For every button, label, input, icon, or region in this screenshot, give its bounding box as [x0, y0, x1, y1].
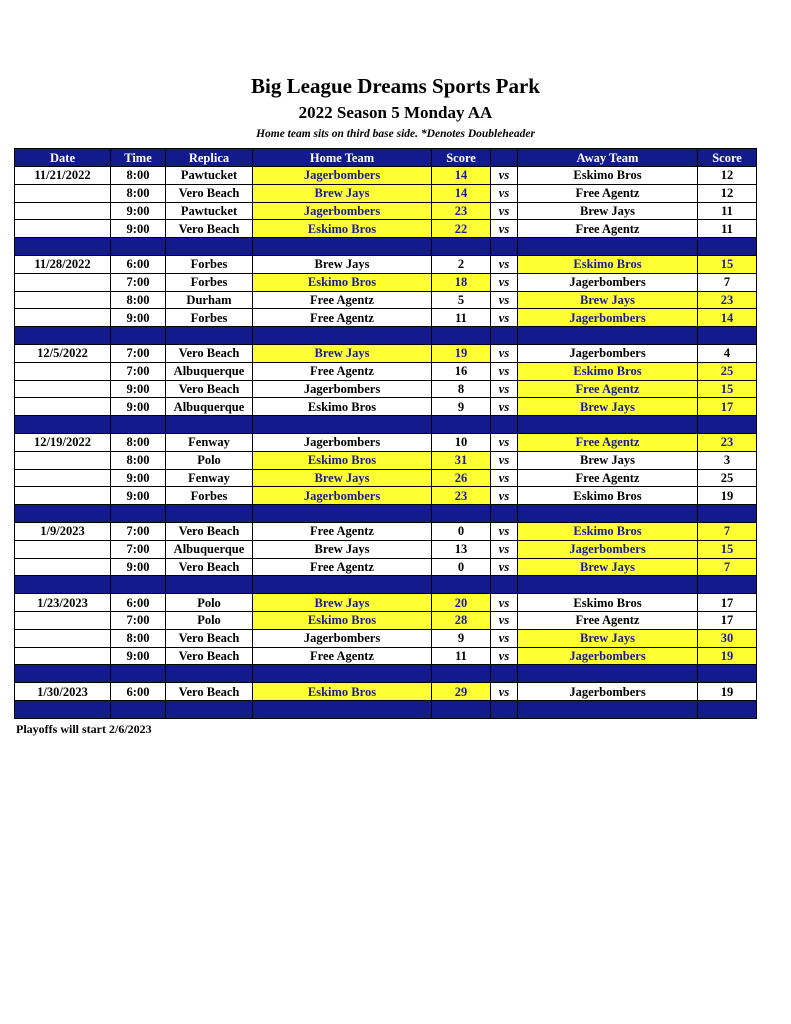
game-row	[15, 540, 757, 558]
home-score: 13	[432, 540, 491, 558]
away-team: Eskimo Bros	[518, 167, 698, 185]
home-score: 9	[432, 398, 491, 416]
game-date	[15, 291, 111, 309]
vs-label: vs	[491, 273, 518, 291]
away-score: 25	[698, 469, 757, 487]
separator-cell	[111, 700, 166, 718]
game-replica: Forbes	[166, 273, 253, 291]
away-team: Brew Jays	[518, 629, 698, 647]
separator-cell	[518, 327, 698, 345]
game-row	[15, 594, 757, 612]
vs-label: vs	[491, 184, 518, 202]
game-time: 7:00	[111, 273, 166, 291]
home-team: Brew Jays	[253, 594, 432, 612]
home-team: Jagerbombers	[253, 433, 432, 451]
away-score: 12	[698, 184, 757, 202]
game-time: 8:00	[111, 451, 166, 469]
home-team: Free Agentz	[253, 291, 432, 309]
home-team-note: Home team sits on third base side. *Denotes Doubleheader	[256, 128, 535, 140]
block-separator	[15, 505, 757, 523]
game-date: 1/9/2023	[15, 522, 111, 540]
vs-label: vs	[491, 647, 518, 665]
separator-cell	[166, 700, 253, 718]
away-score: 17	[698, 611, 757, 629]
away-score: 4	[698, 344, 757, 362]
game-row	[15, 683, 757, 701]
game-date	[15, 202, 111, 220]
game-replica: Fenway	[166, 433, 253, 451]
away-score: 11	[698, 220, 757, 238]
separator-cell	[432, 416, 491, 434]
away-team: Brew Jays	[518, 398, 698, 416]
home-team: Free Agentz	[253, 522, 432, 540]
block-separator	[15, 238, 757, 256]
separator-cell	[111, 238, 166, 256]
away-team: Free Agentz	[518, 184, 698, 202]
game-date	[15, 380, 111, 398]
separator-cell	[15, 238, 111, 256]
separator-cell	[518, 700, 698, 718]
home-score: 2	[432, 255, 491, 273]
col-time: Time	[111, 149, 166, 167]
away-team: Jagerbombers	[518, 647, 698, 665]
home-team: Eskimo Bros	[253, 683, 432, 701]
game-row	[15, 469, 757, 487]
separator-cell	[698, 416, 757, 434]
separator-cell	[432, 238, 491, 256]
vs-label: vs	[491, 611, 518, 629]
separator-cell	[253, 238, 432, 256]
separator-cell	[491, 576, 518, 594]
block-separator	[15, 576, 757, 594]
game-row	[15, 255, 757, 273]
col-away-team: Away Team	[518, 149, 698, 167]
game-time: 8:00	[111, 184, 166, 202]
game-row	[15, 433, 757, 451]
separator-cell	[432, 327, 491, 345]
separator-cell	[111, 505, 166, 523]
home-score: 5	[432, 291, 491, 309]
home-team: Jagerbombers	[253, 487, 432, 505]
vs-label: vs	[491, 629, 518, 647]
game-row	[15, 629, 757, 647]
separator-cell	[111, 416, 166, 434]
separator-cell	[166, 576, 253, 594]
separator-cell	[253, 327, 432, 345]
game-replica: Fenway	[166, 469, 253, 487]
away-team: Brew Jays	[518, 291, 698, 309]
separator-cell	[166, 416, 253, 434]
separator-cell	[518, 665, 698, 683]
separator-cell	[491, 327, 518, 345]
game-time: 9:00	[111, 220, 166, 238]
game-time: 7:00	[111, 540, 166, 558]
schedule-table	[14, 148, 757, 719]
away-team: Eskimo Bros	[518, 255, 698, 273]
game-date	[15, 273, 111, 291]
game-time: 9:00	[111, 469, 166, 487]
game-date	[15, 540, 111, 558]
separator-cell	[111, 576, 166, 594]
game-replica: Vero Beach	[166, 380, 253, 398]
away-team: Eskimo Bros	[518, 487, 698, 505]
home-team: Brew Jays	[253, 184, 432, 202]
vs-label: vs	[491, 380, 518, 398]
col-away-score: Score	[698, 149, 757, 167]
separator-cell	[491, 416, 518, 434]
vs-label: vs	[491, 487, 518, 505]
away-team: Jagerbombers	[518, 683, 698, 701]
game-replica: Forbes	[166, 487, 253, 505]
home-team: Brew Jays	[253, 540, 432, 558]
vs-label: vs	[491, 202, 518, 220]
game-time: 6:00	[111, 255, 166, 273]
game-row	[15, 362, 757, 380]
vs-label: vs	[491, 167, 518, 185]
home-score: 28	[432, 611, 491, 629]
game-row	[15, 344, 757, 362]
game-row	[15, 398, 757, 416]
separator-cell	[15, 665, 111, 683]
game-time: 7:00	[111, 522, 166, 540]
game-replica: Pawtucket	[166, 167, 253, 185]
separator-cell	[518, 238, 698, 256]
home-score: 23	[432, 487, 491, 505]
away-score: 15	[698, 380, 757, 398]
vs-label: vs	[491, 469, 518, 487]
game-time: 9:00	[111, 202, 166, 220]
away-team: Free Agentz	[518, 220, 698, 238]
game-row	[15, 487, 757, 505]
away-score: 7	[698, 522, 757, 540]
game-replica: Vero Beach	[166, 629, 253, 647]
page-title: Big League Dreams Sports Park	[251, 74, 540, 98]
home-score: 11	[432, 309, 491, 327]
home-score: 19	[432, 344, 491, 362]
game-date: 1/23/2023	[15, 594, 111, 612]
separator-cell	[698, 665, 757, 683]
vs-label: vs	[491, 594, 518, 612]
away-score: 23	[698, 433, 757, 451]
home-team: Free Agentz	[253, 558, 432, 576]
vs-label: vs	[491, 451, 518, 469]
away-team: Brew Jays	[518, 451, 698, 469]
game-time: 8:00	[111, 433, 166, 451]
game-date	[15, 398, 111, 416]
game-replica: Albuquerque	[166, 540, 253, 558]
separator-cell	[15, 327, 111, 345]
game-time: 9:00	[111, 647, 166, 665]
separator-cell	[111, 665, 166, 683]
game-date: 11/28/2022	[15, 255, 111, 273]
separator-cell	[518, 576, 698, 594]
home-team: Eskimo Bros	[253, 398, 432, 416]
game-row	[15, 611, 757, 629]
separator-cell	[432, 505, 491, 523]
home-score: 8	[432, 380, 491, 398]
home-score: 23	[432, 202, 491, 220]
separator-cell	[166, 327, 253, 345]
game-replica: Durham	[166, 291, 253, 309]
game-date	[15, 469, 111, 487]
game-row	[15, 380, 757, 398]
game-row	[15, 220, 757, 238]
away-team: Brew Jays	[518, 558, 698, 576]
away-team: Eskimo Bros	[518, 522, 698, 540]
game-date	[15, 647, 111, 665]
home-score: 29	[432, 683, 491, 701]
away-team: Brew Jays	[518, 202, 698, 220]
away-score: 19	[698, 647, 757, 665]
separator-cell	[253, 505, 432, 523]
vs-label: vs	[491, 255, 518, 273]
away-team: Free Agentz	[518, 433, 698, 451]
game-time: 9:00	[111, 558, 166, 576]
separator-cell	[15, 576, 111, 594]
home-team: Brew Jays	[253, 255, 432, 273]
separator-cell	[698, 700, 757, 718]
home-team: Brew Jays	[253, 344, 432, 362]
game-replica: Albuquerque	[166, 398, 253, 416]
game-row	[15, 451, 757, 469]
home-score: 14	[432, 167, 491, 185]
vs-label: vs	[491, 558, 518, 576]
game-date	[15, 558, 111, 576]
home-score: 0	[432, 522, 491, 540]
away-team: Free Agentz	[518, 469, 698, 487]
game-time: 6:00	[111, 594, 166, 612]
season-subtitle: 2022 Season 5 Monday AA	[298, 103, 493, 122]
separator-cell	[15, 416, 111, 434]
game-time: 9:00	[111, 487, 166, 505]
game-replica: Vero Beach	[166, 522, 253, 540]
game-row	[15, 522, 757, 540]
separator-cell	[253, 576, 432, 594]
home-score: 26	[432, 469, 491, 487]
block-separator	[15, 700, 757, 718]
game-row	[15, 291, 757, 309]
game-time: 8:00	[111, 629, 166, 647]
home-score: 9	[432, 629, 491, 647]
away-score: 14	[698, 309, 757, 327]
away-team: Jagerbombers	[518, 309, 698, 327]
away-score: 17	[698, 398, 757, 416]
game-date: 11/21/2022	[15, 167, 111, 185]
game-replica: Vero Beach	[166, 220, 253, 238]
game-date: 12/19/2022	[15, 433, 111, 451]
away-score: 25	[698, 362, 757, 380]
away-score: 19	[698, 487, 757, 505]
game-replica: Forbes	[166, 255, 253, 273]
game-row	[15, 309, 757, 327]
col-vs	[491, 149, 518, 167]
away-score: 23	[698, 291, 757, 309]
game-row	[15, 167, 757, 185]
separator-cell	[432, 576, 491, 594]
game-row	[15, 558, 757, 576]
home-team: Free Agentz	[253, 362, 432, 380]
separator-cell	[698, 327, 757, 345]
game-replica: Pawtucket	[166, 202, 253, 220]
vs-label: vs	[491, 540, 518, 558]
away-score: 30	[698, 629, 757, 647]
game-date	[15, 184, 111, 202]
playoffs-note: Playoffs will start 2/6/2023	[16, 722, 152, 736]
separator-cell	[166, 665, 253, 683]
vs-label: vs	[491, 362, 518, 380]
separator-cell	[698, 576, 757, 594]
game-replica: Polo	[166, 451, 253, 469]
block-separator	[15, 327, 757, 345]
col-date: Date	[15, 149, 111, 167]
away-score: 15	[698, 255, 757, 273]
game-time: 9:00	[111, 380, 166, 398]
separator-cell	[491, 505, 518, 523]
game-replica: Vero Beach	[166, 558, 253, 576]
game-time: 7:00	[111, 362, 166, 380]
home-score: 14	[432, 184, 491, 202]
game-replica: Vero Beach	[166, 683, 253, 701]
home-team: Brew Jays	[253, 469, 432, 487]
game-time: 7:00	[111, 344, 166, 362]
game-date: 12/5/2022	[15, 344, 111, 362]
game-row	[15, 202, 757, 220]
separator-cell	[432, 665, 491, 683]
game-row	[15, 184, 757, 202]
separator-cell	[253, 416, 432, 434]
home-team: Jagerbombers	[253, 202, 432, 220]
game-date	[15, 629, 111, 647]
header-row	[15, 149, 757, 167]
home-team: Jagerbombers	[253, 380, 432, 398]
away-score: 11	[698, 202, 757, 220]
game-date	[15, 220, 111, 238]
game-date	[15, 487, 111, 505]
game-replica: Polo	[166, 611, 253, 629]
away-score: 7	[698, 273, 757, 291]
col-home-score: Score	[432, 149, 491, 167]
away-score: 7	[698, 558, 757, 576]
home-score: 22	[432, 220, 491, 238]
game-replica: Vero Beach	[166, 184, 253, 202]
away-team: Free Agentz	[518, 380, 698, 398]
away-team: Jagerbombers	[518, 344, 698, 362]
separator-cell	[491, 238, 518, 256]
game-date	[15, 611, 111, 629]
block-separator	[15, 416, 757, 434]
away-score: 19	[698, 683, 757, 701]
game-replica: Albuquerque	[166, 362, 253, 380]
away-score: 15	[698, 540, 757, 558]
game-replica: Vero Beach	[166, 647, 253, 665]
vs-label: vs	[491, 220, 518, 238]
game-time: 8:00	[111, 291, 166, 309]
home-score: 20	[432, 594, 491, 612]
separator-cell	[491, 700, 518, 718]
vs-label: vs	[491, 683, 518, 701]
game-replica: Vero Beach	[166, 344, 253, 362]
game-row	[15, 647, 757, 665]
home-score: 10	[432, 433, 491, 451]
home-team: Jagerbombers	[253, 167, 432, 185]
home-team: Free Agentz	[253, 647, 432, 665]
away-team: Jagerbombers	[518, 273, 698, 291]
home-team: Eskimo Bros	[253, 611, 432, 629]
away-team: Eskimo Bros	[518, 362, 698, 380]
separator-cell	[253, 665, 432, 683]
vs-label: vs	[491, 522, 518, 540]
game-row	[15, 273, 757, 291]
home-score: 11	[432, 647, 491, 665]
home-team: Jagerbombers	[253, 629, 432, 647]
separator-cell	[518, 505, 698, 523]
game-date: 1/30/2023	[15, 683, 111, 701]
home-team: Eskimo Bros	[253, 451, 432, 469]
separator-cell	[432, 700, 491, 718]
away-team: Jagerbombers	[518, 540, 698, 558]
game-replica: Polo	[166, 594, 253, 612]
separator-cell	[698, 238, 757, 256]
home-score: 16	[432, 362, 491, 380]
separator-cell	[166, 505, 253, 523]
separator-cell	[111, 327, 166, 345]
game-time: 7:00	[111, 611, 166, 629]
vs-label: vs	[491, 398, 518, 416]
away-score: 3	[698, 451, 757, 469]
home-team: Free Agentz	[253, 309, 432, 327]
separator-cell	[15, 700, 111, 718]
separator-cell	[491, 665, 518, 683]
home-score: 0	[432, 558, 491, 576]
col-replica: Replica	[166, 149, 253, 167]
game-time: 9:00	[111, 309, 166, 327]
separator-cell	[518, 416, 698, 434]
game-date	[15, 309, 111, 327]
game-time: 8:00	[111, 167, 166, 185]
vs-label: vs	[491, 291, 518, 309]
away-team: Free Agentz	[518, 611, 698, 629]
vs-label: vs	[491, 433, 518, 451]
game-date	[15, 362, 111, 380]
away-score: 17	[698, 594, 757, 612]
game-replica: Forbes	[166, 309, 253, 327]
home-team: Eskimo Bros	[253, 220, 432, 238]
separator-cell	[15, 505, 111, 523]
vs-label: vs	[491, 344, 518, 362]
game-date	[15, 451, 111, 469]
home-score: 31	[432, 451, 491, 469]
home-score: 18	[432, 273, 491, 291]
game-time: 9:00	[111, 398, 166, 416]
home-team: Eskimo Bros	[253, 273, 432, 291]
separator-cell	[166, 238, 253, 256]
away-score: 12	[698, 167, 757, 185]
separator-cell	[253, 700, 432, 718]
col-home-team: Home Team	[253, 149, 432, 167]
vs-label: vs	[491, 309, 518, 327]
game-time: 6:00	[111, 683, 166, 701]
separator-cell	[698, 505, 757, 523]
away-team: Eskimo Bros	[518, 594, 698, 612]
block-separator	[15, 665, 757, 683]
